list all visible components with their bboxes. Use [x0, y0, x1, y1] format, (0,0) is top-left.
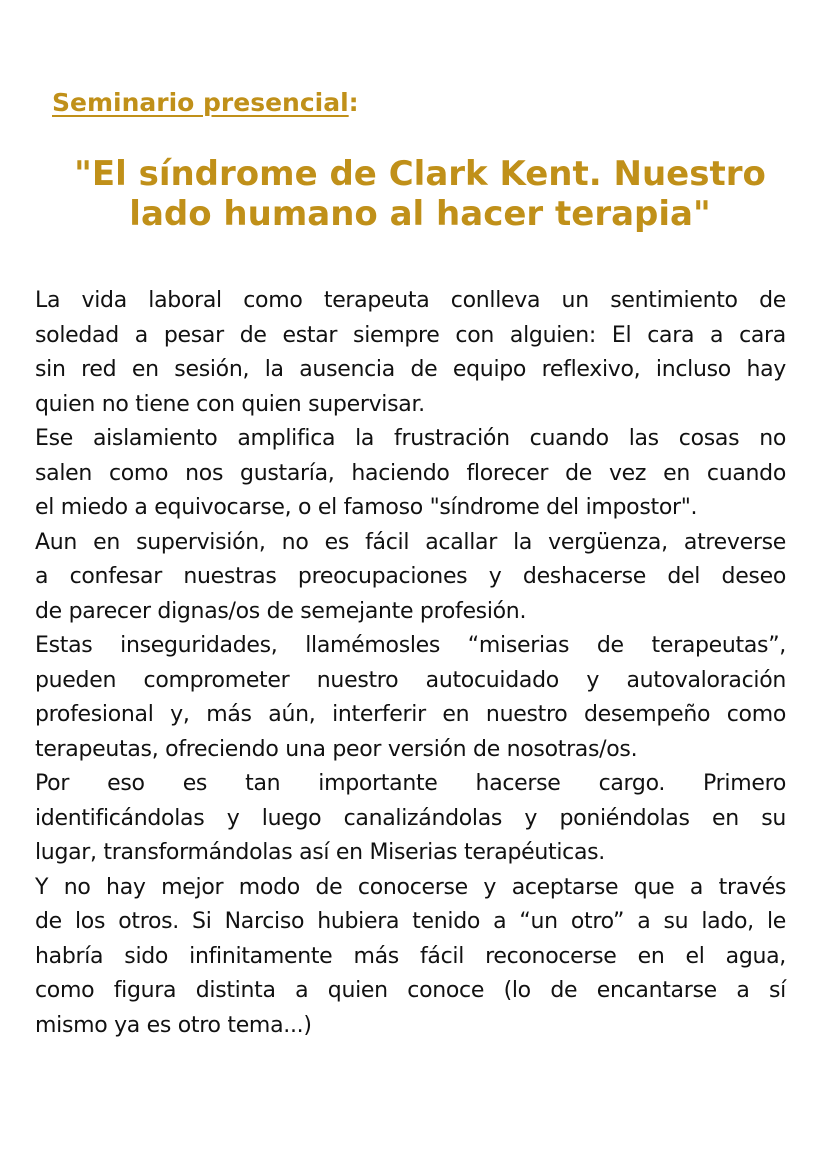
text-line: La vida laboral como terapeuta conlleva un sentimiento de	[35, 288, 786, 313]
text-line: Ese aislamiento amplifica la frustración cuando las cosas no	[35, 426, 786, 451]
text-line: habría sido infinitamente más fácil reconocerse en el agua,	[35, 943, 786, 969]
title-line: lado humano al hacer terapia"	[129, 194, 711, 234]
paragraph-4	[35, 629, 786, 767]
paragraph-3	[35, 526, 786, 630]
text-line: de los otros. Si Narciso hubiera tenido a “un otro” a su lado, le	[35, 909, 786, 934]
text-line: Aun en supervisión, no es fácil acallar la vergüenza, atreverse	[35, 529, 786, 555]
text-line: lugar, transformándolas así en Miserias terapéuticas.	[35, 840, 605, 865]
text-line: Estas inseguridades, llamémosles “miserias de terapeutas”,	[35, 633, 786, 658]
paragraph-5	[35, 767, 786, 871]
text-line: como figura distinta a quien conoce (lo de encantarse a sí	[35, 978, 786, 1003]
text-line: terapeutas, ofreciendo una peor versión de nosotras/os.	[35, 736, 638, 762]
body-text	[35, 284, 786, 1043]
paragraph-2	[35, 422, 786, 526]
text-line: a confesar nuestras preocupaciones y deshacerse del deseo	[35, 564, 786, 589]
text-line: mismo ya es otro tema...)	[35, 1012, 312, 1038]
text-line: quien no tiene con quien supervisar.	[35, 391, 425, 417]
text-line: Y no hay mejor modo de conocerse y aceptarse que a través	[35, 874, 786, 900]
text-line: profesional y, más aún, interferir en nuestro desempeño como	[35, 702, 786, 727]
text-line: identificándolas y luego canalizándolas y poniéndolas en su	[35, 805, 786, 831]
paragraph-6	[35, 871, 786, 1044]
seminar-type-colon: :	[348, 88, 359, 117]
text-line: el miedo a equivocarse, o el famoso "síndrome del impostor".	[35, 495, 698, 520]
text-line: pueden comprometer nuestro autocuidado y autovaloración	[35, 667, 786, 693]
paragraph-1	[35, 284, 786, 422]
text-line: sin red en sesión, la ausencia de equipo reflexivo, incluso hay	[35, 357, 786, 382]
seminar-type-text: Seminario presencial	[52, 88, 349, 117]
text-line: soledad a pesar de estar siempre con alguien: El cara a cara	[35, 322, 786, 348]
text-line: salen como nos gustaría, haciendo florecer de vez en cuando	[35, 460, 786, 486]
text-line: de parecer dignas/os de semejante profesión.	[35, 598, 527, 624]
title-line: "El síndrome de Clark Kent. Nuestro	[74, 154, 766, 194]
seminar-type-label	[52, 86, 359, 120]
text-line: Por eso es tan importante hacerse cargo. Primero	[35, 771, 786, 796]
seminar-title	[40, 154, 800, 234]
